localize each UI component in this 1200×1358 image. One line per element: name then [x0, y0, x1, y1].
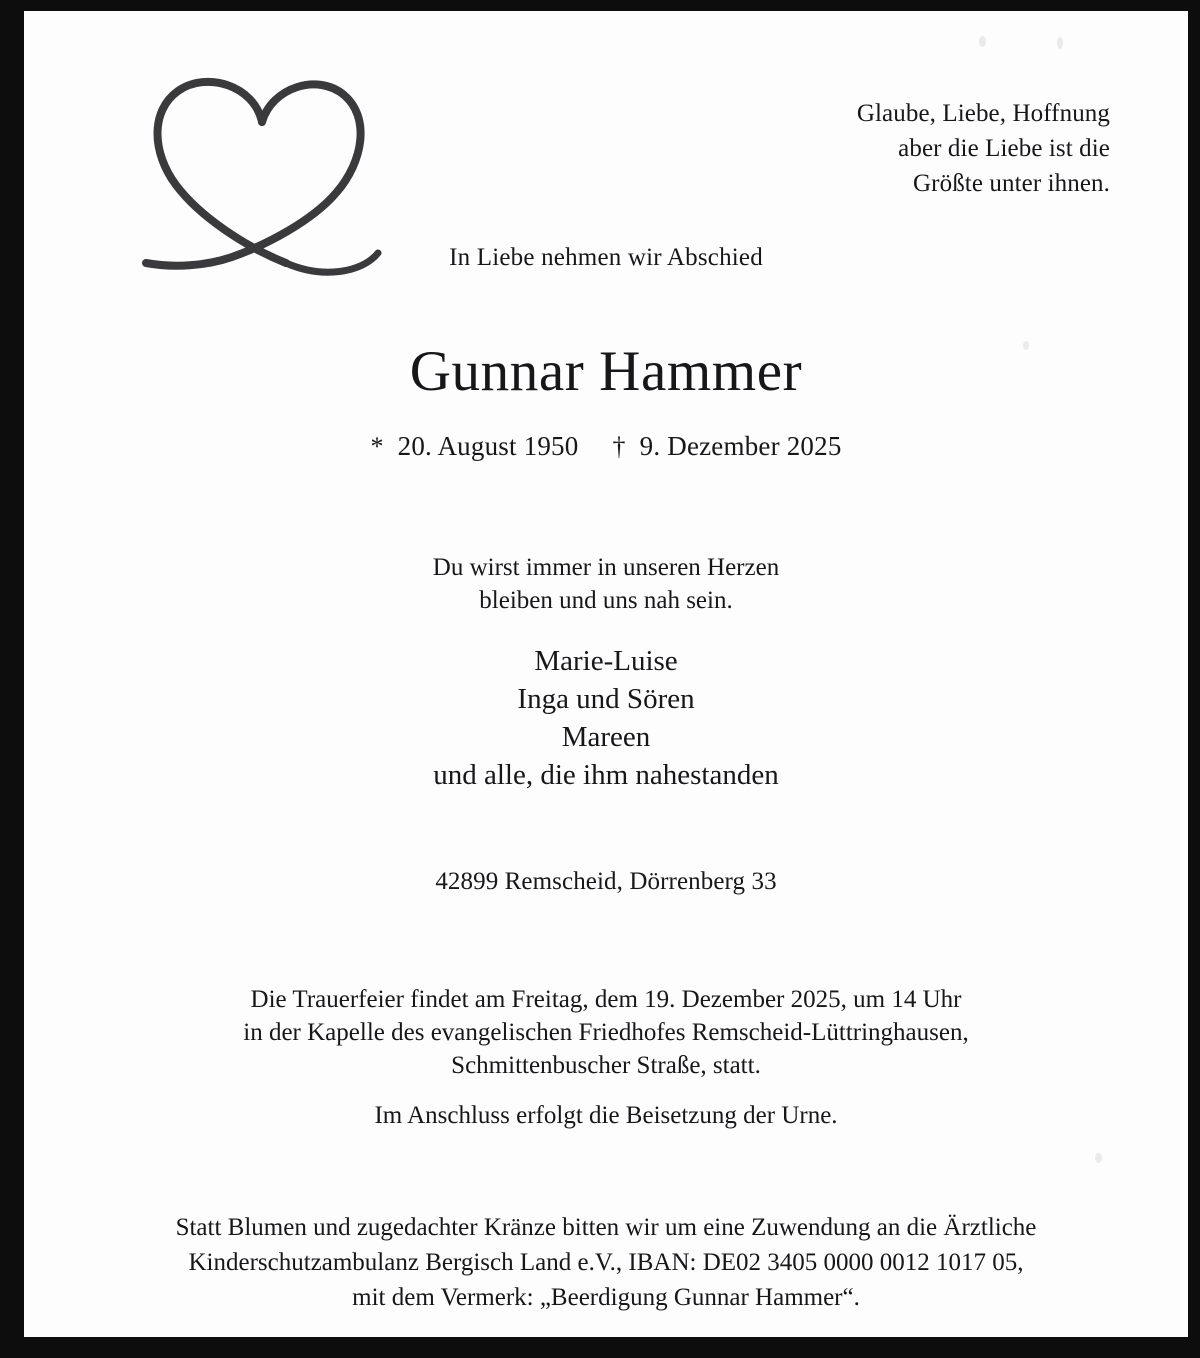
survivor-name: Inga und Sören [517, 683, 695, 715]
survivor-name: Mareen [561, 721, 651, 753]
life-dates [24, 431, 1188, 462]
service-details [24, 983, 1188, 1082]
service-details-line: Die Trauerfeier findet am Freitag, dem 19. Dezember 2025, um 14 Uhr [250, 986, 962, 1013]
family-address: 42899 Remscheid, Dörrenberg 33 [435, 868, 777, 895]
donation-line: Statt Blumen und zugedachter Kränze bitten wir um eine Zuwendung an die Ärztliche [175, 1214, 1037, 1241]
survivor-name: Marie-Luise [534, 645, 678, 677]
donation-line-iban: Kinderschutzambulanz Bergisch Land e.V., IBAN: DE02 3405 0000 0012 1017 05, [188, 1249, 1024, 1276]
top-verse-line: Größte unter ihnen. [913, 170, 1110, 197]
farewell-line: In Liebe nehmen wir Abschied [449, 244, 763, 271]
donation-request [24, 1210, 1188, 1315]
top-verse [857, 96, 1110, 201]
scan-speck [979, 36, 986, 47]
memorial-verse-line: Du wirst immer in unseren Herzen [432, 554, 780, 581]
interment-note: Im Anschluss erfolgt die Beisetzung der Urne. [374, 1102, 838, 1129]
service-details-line: in der Kapelle des evangelischen Friedhofes Remscheid-Lüttringhausen, [243, 1019, 969, 1046]
survivors-list [24, 642, 1188, 794]
service-details-line: Schmittenbuscher Straße, statt. [451, 1052, 761, 1079]
scan-speck [1057, 37, 1063, 49]
birth-asterisk-icon: * [370, 432, 384, 461]
memorial-verse-line: bleiben und uns nah sein. [479, 587, 733, 614]
death-cross-icon: † [612, 432, 626, 461]
obituary-page [24, 11, 1188, 1337]
top-verse-line: aber die Liebe ist die [898, 135, 1110, 162]
top-verse-line: Glaube, Liebe, Hoffnung [856, 100, 1110, 127]
survivor-name: und alle, die ihm nahestanden [433, 759, 779, 791]
donation-line-reference: mit dem Vermerk: „Beerdigung Gunnar Hammer“. [352, 1284, 860, 1311]
scan-speck [1095, 1153, 1102, 1163]
deceased-name: Gunnar Hammer [409, 340, 803, 403]
memorial-verse [24, 551, 1188, 617]
death-date: 9. Dezember 2025 [639, 431, 842, 461]
birth-date: 20. August 1950 [397, 431, 579, 461]
